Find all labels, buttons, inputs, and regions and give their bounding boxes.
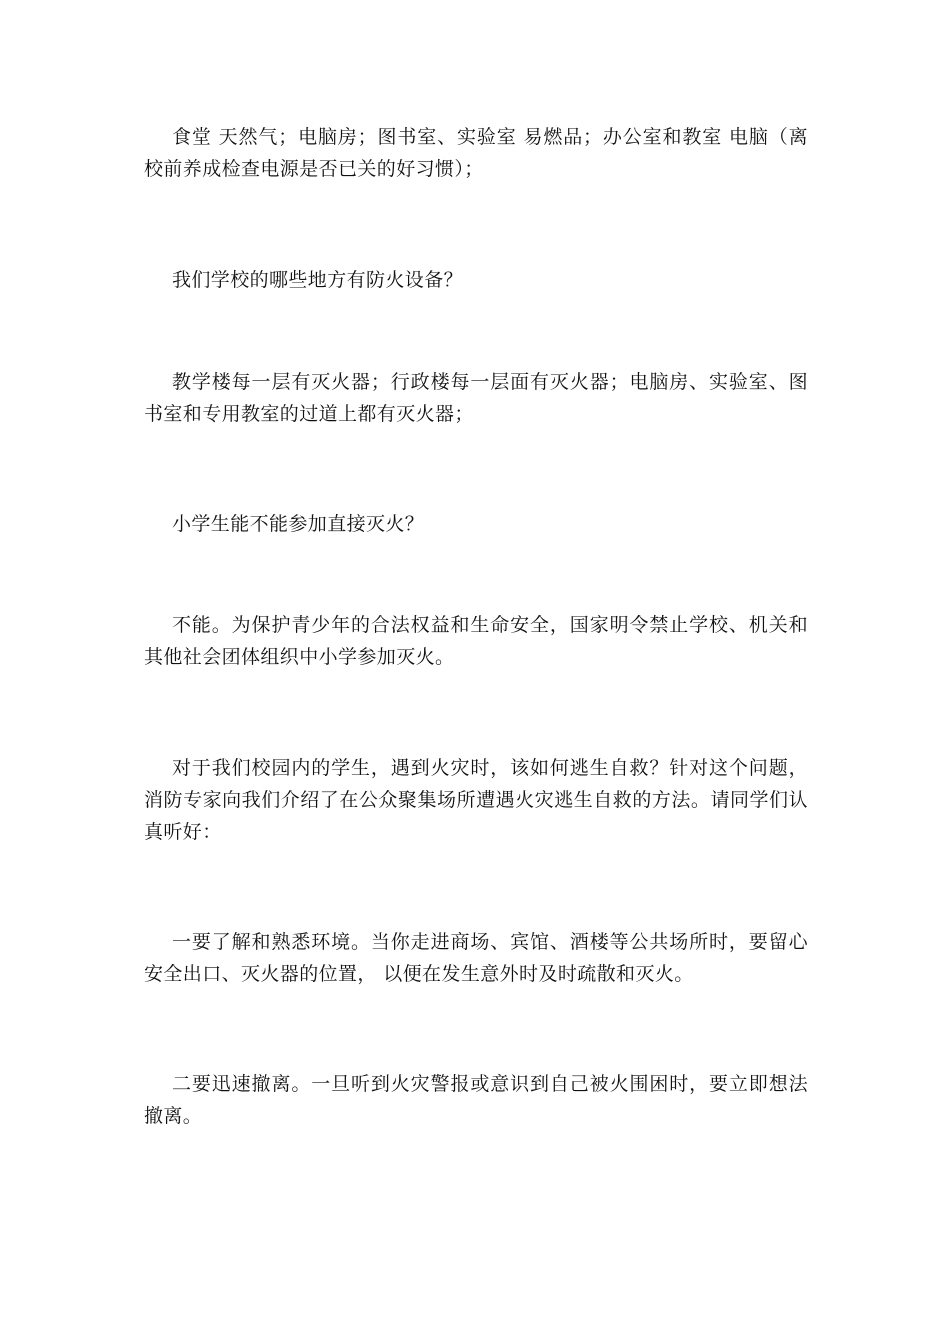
paragraph-extinguisher-locations: 教学楼每一层有灭火器；行政楼每一层面有灭火器；电脑房、实验室、图书室和专用教室的过道上都有灭火器；	[144, 371, 808, 425]
paragraph-escape-intro: 对于我们校园内的学生，遇到火灾时，该如何逃生自救？针对这个问题，消防专家向我们介绍了在公众聚集场所遭遇火灾逃生自救的方法。请同学们认真听好：	[144, 757, 808, 843]
paragraph-step-two-evacuate: 二要迅速撤离。一旦听到火灾警报或意识到自己被火围困时，要立即想法撤离。	[144, 1073, 808, 1127]
paragraph-fire-hazard-locations: 食堂 天然气；电脑房；图书室、实验室 易燃品；办公室和教室 电脑（离校前养成检查电源是否已关的好习惯）；	[144, 126, 808, 180]
paragraph-step-one-know-environment: 一要了解和熟悉环境。当你走进商场、宾馆、酒楼等公共场所时，要留心安全出口、灭火器的位置， 以便在发生意外时及时疏散和灭火。	[144, 931, 808, 985]
paragraph-question-fire-equipment: 我们学校的哪些地方有防火设备？	[172, 269, 464, 291]
paragraph-answer-no: 不能。为保护青少年的合法权益和生命安全，国家明令禁止学校、机关和其他社会团体组织中小学参加灭火。	[144, 614, 808, 668]
paragraph-question-students-fighting-fire: 小学生能不能参加直接灭火？	[172, 513, 425, 535]
